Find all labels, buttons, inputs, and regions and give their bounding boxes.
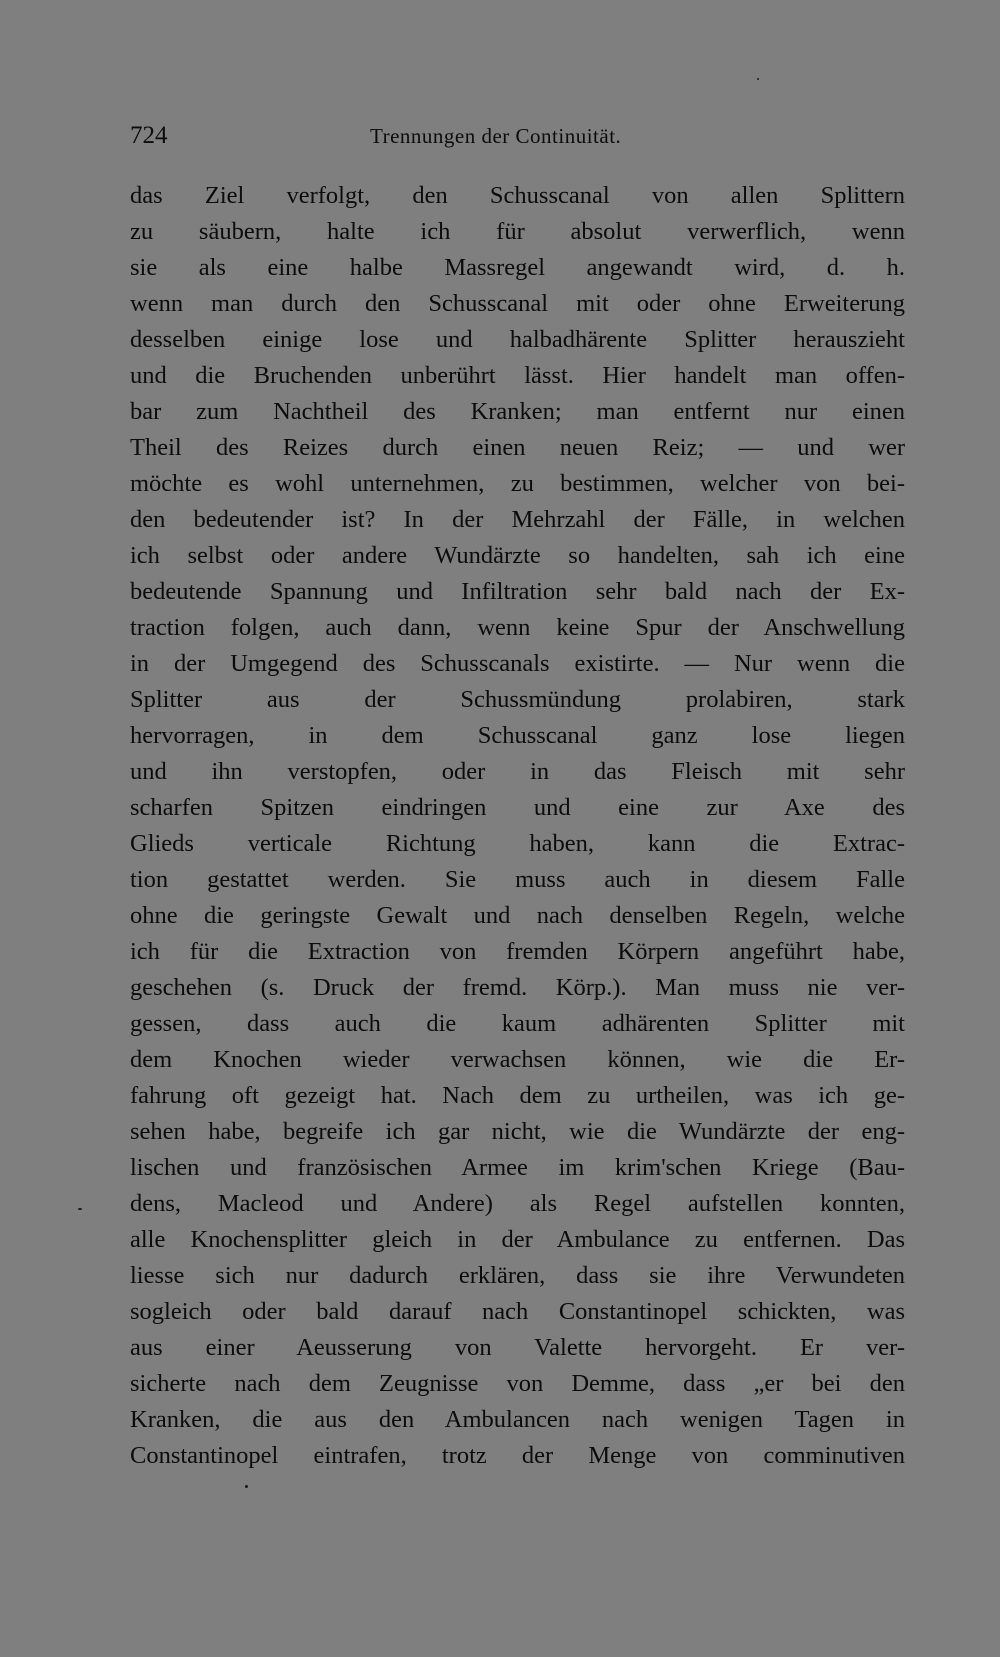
- text-line: das Ziel verfolgt, den Schusscanal von allen Splittern: [130, 182, 905, 209]
- text-line: hervorragen, in dem Schusscanal ganz lose liegen: [130, 722, 905, 749]
- text-line: fahrung oft gezeigt hat. Nach dem zu urtheilen, was ich ge-: [130, 1082, 905, 1109]
- text-line: liesse sich nur dadurch erklären, dass sie ihre Verwundeten: [130, 1262, 905, 1289]
- text-line: sogleich oder bald darauf nach Constantinopel schickten, was: [130, 1298, 905, 1325]
- text-line: desselben einige lose und halbadhärente Splitter herauszieht: [130, 326, 905, 353]
- text-line: wenn man durch den Schusscanal mit oder ohne Erweiterung: [130, 290, 905, 317]
- text-line: sie als eine halbe Massregel angewandt wird, d. h.: [130, 254, 905, 281]
- text-line: in der Umgegend des Schusscanals existirte. — Nur wenn die: [130, 650, 905, 677]
- text-line: bar zum Nachtheil des Kranken; man entfernt nur einen: [130, 398, 905, 425]
- text-line: alle Knochensplitter gleich in der Ambulance zu entfernen. Das: [130, 1226, 905, 1253]
- text-line: und die Bruchenden unberührt lässt. Hier handelt man offen-: [130, 362, 905, 389]
- text-line: Splitter aus der Schussmündung prolabiren, stark: [130, 686, 905, 713]
- text-line: zu säubern, halte ich für absolut verwerflich, wenn: [130, 218, 905, 245]
- running-head: Trennungen der Continuität.: [370, 124, 622, 148]
- text-line: gessen, dass auch die kaum adhärenten Splitter mit: [130, 1010, 905, 1037]
- text-line: dem Knochen wieder verwachsen können, wie die Er-: [130, 1046, 905, 1073]
- scan-speck: [757, 78, 759, 80]
- text-line: scharfen Spitzen eindringen und eine zur Axe des: [130, 794, 905, 821]
- text-line: Theil des Reizes durch einen neuen Reiz; — und wer: [130, 434, 905, 461]
- page-number: 724: [130, 122, 168, 149]
- text-line: und ihn verstopfen, oder in das Fleisch mit sehr: [130, 758, 905, 785]
- text-line: Constantinopel eintrafen, trotz der Menge von comminutiven: [130, 1442, 905, 1469]
- text-line: dens, Macleod und Andere) als Regel aufstellen konnten,: [130, 1190, 905, 1217]
- scan-speck: [78, 1208, 82, 1210]
- page-header: [130, 122, 905, 156]
- text-line: ich selbst oder andere Wundärzte so handelten, sah ich eine: [130, 542, 905, 569]
- text-line: Kranken, die aus den Ambulancen nach wenigen Tagen in: [130, 1406, 905, 1433]
- text-line: tion gestattet werden. Sie muss auch in diesem Falle: [130, 866, 905, 893]
- text-line: lischen und französischen Armee im krim'schen Kriege (Bau-: [130, 1154, 905, 1181]
- text-line: sehen habe, begreife ich gar nicht, wie die Wundärzte der eng-: [130, 1118, 905, 1145]
- text-line: sicherte nach dem Zeugnisse von Demme, dass „er bei den: [130, 1370, 905, 1397]
- text-line: ich für die Extraction von fremden Körpern angeführt habe,: [130, 938, 905, 965]
- text-line: Glieds verticale Richtung haben, kann die Extrac-: [130, 830, 905, 857]
- text-line: den bedeutender ist? In der Mehrzahl der Fälle, in welchen: [130, 506, 905, 533]
- text-line: geschehen (s. Druck der fremd. Körp.). Man muss nie ver-: [130, 974, 905, 1001]
- text-line: möchte es wohl unternehmen, zu bestimmen, welcher von bei-: [130, 470, 905, 497]
- text-line: traction folgen, auch dann, wenn keine Spur der Anschwellung: [130, 614, 905, 641]
- text-line: bedeutende Spannung und Infiltration sehr bald nach der Ex-: [130, 578, 905, 605]
- text-line: ohne die geringste Gewalt und nach denselben Regeln, welche: [130, 902, 905, 929]
- body-text: [130, 178, 905, 1474]
- scan-speck: [245, 1485, 248, 1488]
- text-line: aus einer Aeusserung von Valette hervorgeht. Er ver-: [130, 1334, 905, 1361]
